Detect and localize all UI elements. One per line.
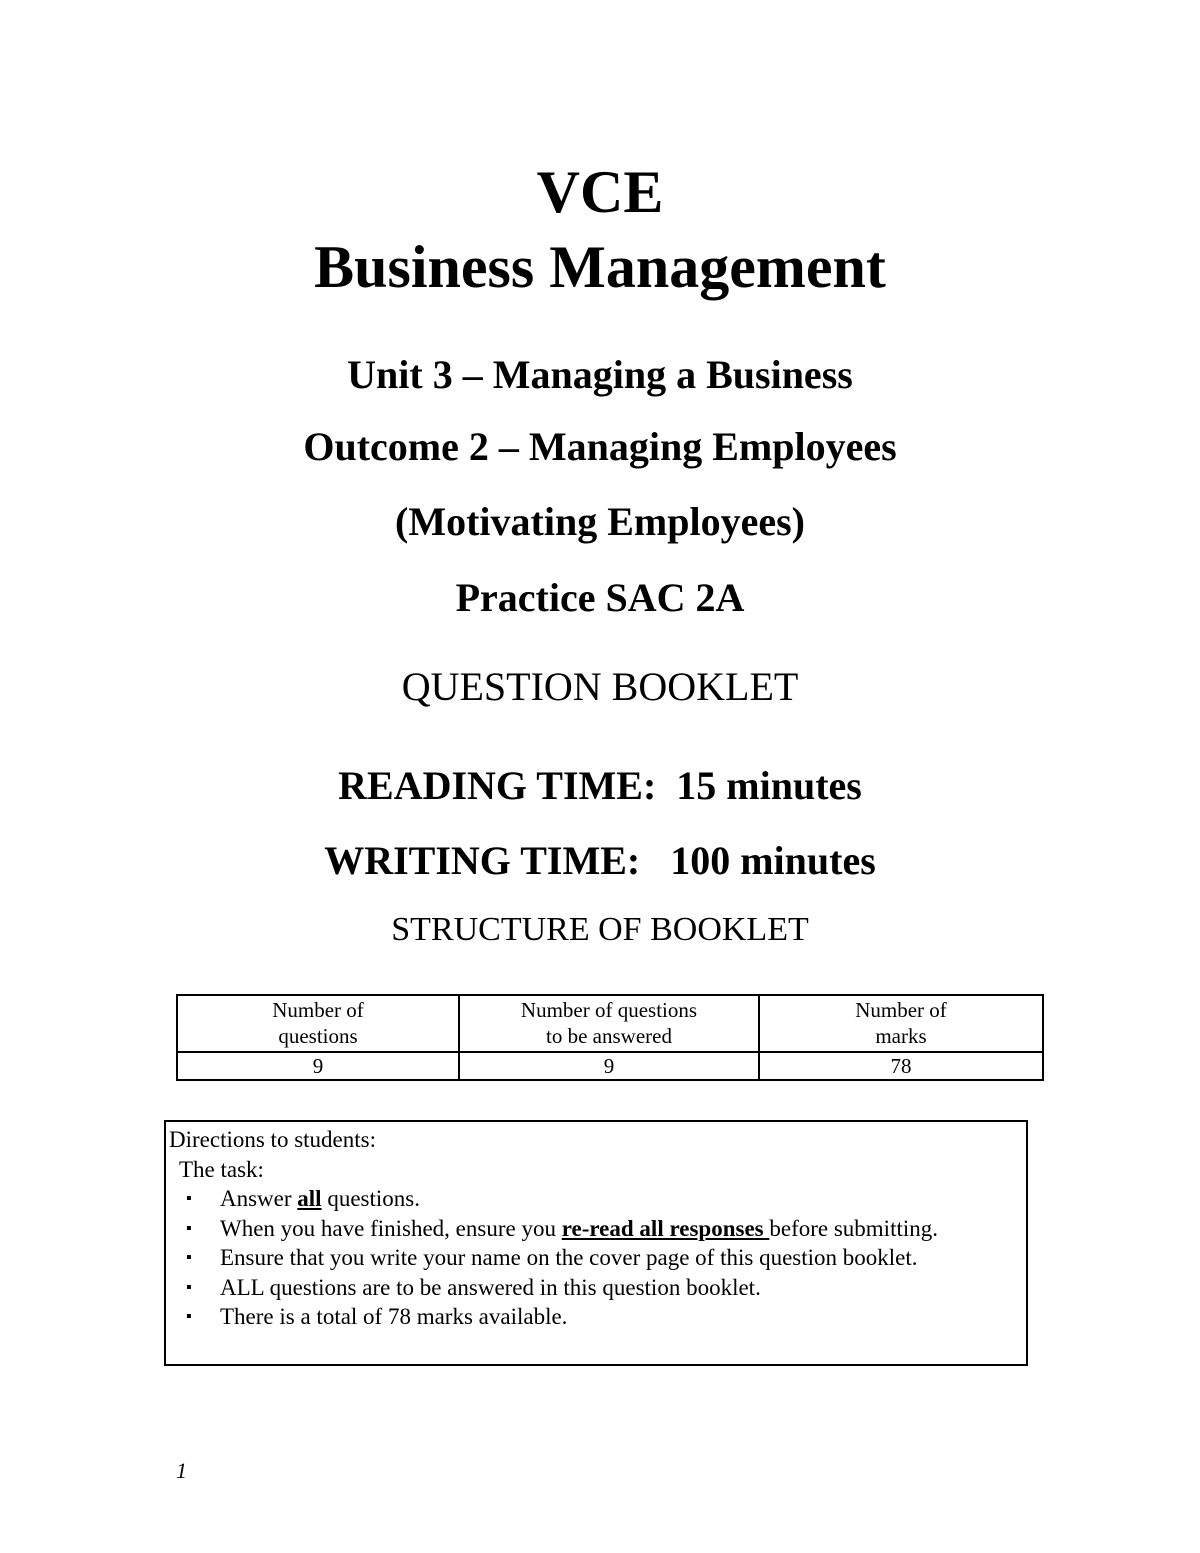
- task-label: The task:: [179, 1157, 264, 1182]
- table-row: [177, 1052, 1043, 1080]
- document-title-vce: VCE: [536, 159, 664, 225]
- value-number-of-marks: 78: [759, 1052, 1043, 1080]
- header-cell-line: marks: [875, 1024, 927, 1048]
- item-emphasis: re-read all responses: [561, 1215, 770, 1241]
- practice-sac-heading: Practice SAC 2A: [455, 575, 745, 620]
- square-bullet-icon: ▪: [186, 1219, 192, 1237]
- value-number-of-questions: 9: [177, 1052, 459, 1080]
- reading-time: READING TIME: 15 minutes: [338, 763, 862, 808]
- item-text: Ensure that you write your name on the cover page of this question booklet.: [220, 1245, 918, 1270]
- list-item: [166, 1243, 1006, 1273]
- header-questions-to-answer: [459, 995, 759, 1052]
- header-number-of-marks: [759, 995, 1043, 1052]
- square-bullet-icon: ▪: [186, 1308, 192, 1325]
- value-questions-to-answer: 9: [459, 1052, 759, 1080]
- item-text: There is a total of 78 marks available.: [220, 1304, 568, 1329]
- focus-heading: (Motivating Employees): [395, 499, 805, 544]
- page-number: 1: [176, 1458, 187, 1483]
- question-booklet-heading: QUESTION BOOKLET: [401, 664, 799, 709]
- document-title-subject: Business Management: [314, 234, 886, 300]
- list-item: [166, 1302, 1006, 1332]
- item-emphasis: all: [297, 1186, 322, 1211]
- list-item: [166, 1214, 1006, 1244]
- booklet-structure-table: [176, 994, 1044, 1081]
- outcome-heading: Outcome 2 – Managing Employees: [303, 424, 897, 469]
- list-item: [166, 1273, 1006, 1303]
- header-cell-line: Number of: [855, 998, 947, 1022]
- item-text: questions.: [321, 1186, 420, 1211]
- item-text: before submitting.: [769, 1215, 938, 1241]
- header-cell-line: Number of questions: [520, 998, 698, 1022]
- header-number-of-questions: [177, 995, 459, 1052]
- unit-heading: Unit 3 – Managing a Business: [347, 352, 853, 397]
- structure-of-booklet-heading: STRUCTURE OF BOOKLET: [391, 911, 809, 948]
- directions-list: [166, 1184, 1006, 1332]
- square-bullet-icon: ▪: [186, 1249, 192, 1266]
- header-cell-line: questions: [278, 1024, 358, 1048]
- directions-box: [164, 1120, 1028, 1366]
- square-bullet-icon: ▪: [186, 1278, 192, 1296]
- list-item: [166, 1184, 1006, 1214]
- writing-time: WRITING TIME: 100 minutes: [324, 838, 876, 883]
- item-text: When you have finished, ensure you: [220, 1215, 562, 1241]
- square-bullet-icon: ▪: [186, 1190, 192, 1207]
- item-text: Answer: [220, 1186, 298, 1211]
- header-cell-line: to be answered: [546, 1024, 672, 1048]
- header-cell-line: Number of: [272, 998, 364, 1022]
- directions-heading: Directions to students:: [169, 1127, 376, 1152]
- item-text: ALL questions are to be answered in this question booklet.: [220, 1274, 761, 1300]
- table-header-row: [177, 995, 1043, 1052]
